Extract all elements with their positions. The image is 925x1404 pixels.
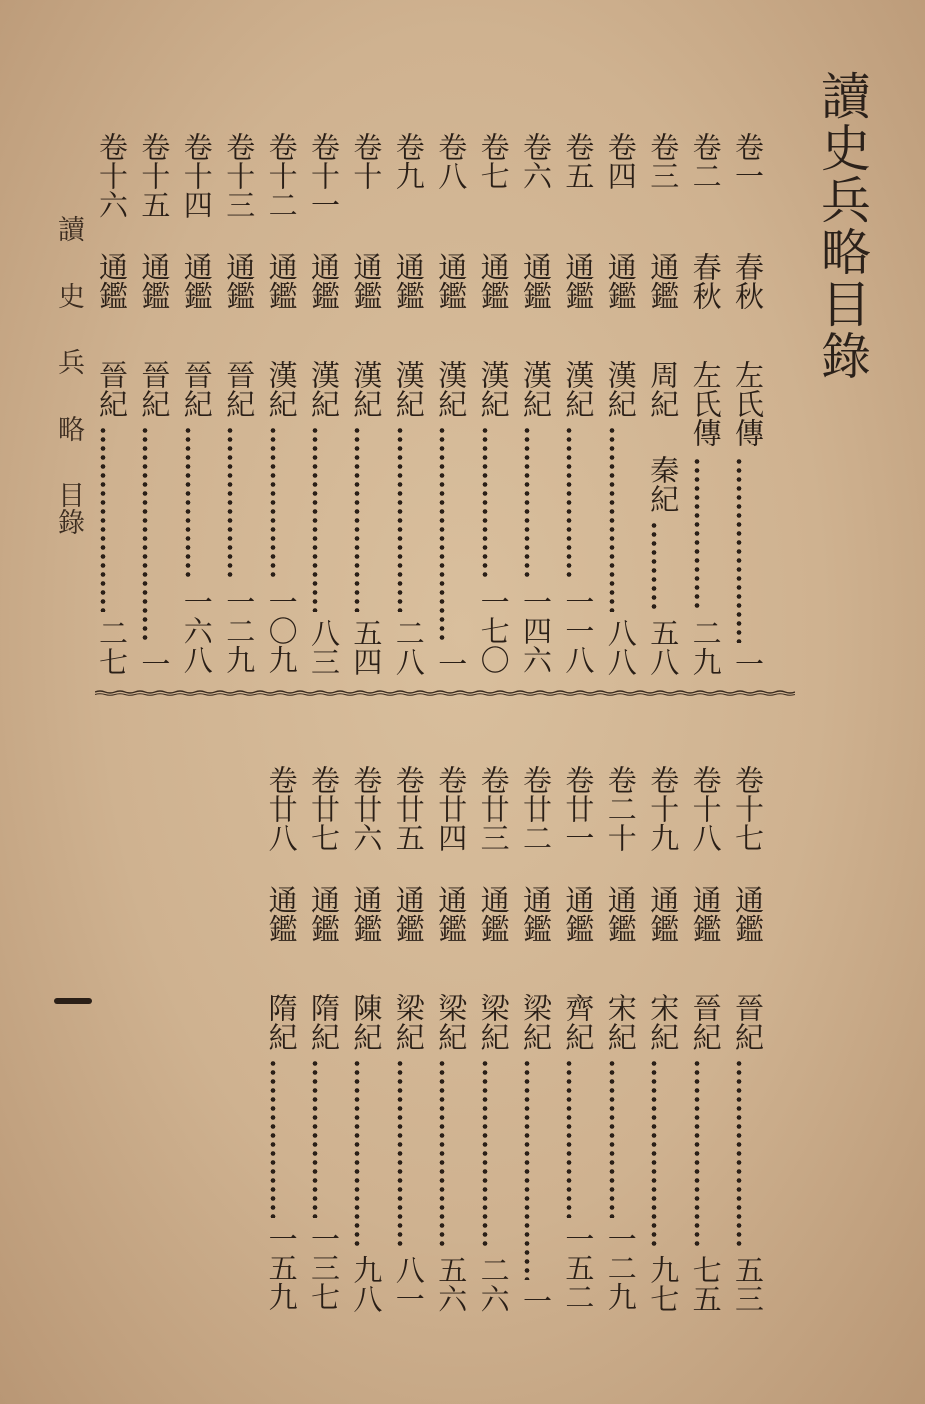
volume-label: 卷八 [434,132,469,190]
toc-entry [338,765,384,1317]
page-number: 一 [434,649,469,678]
section-label: 漢紀 [391,360,426,418]
page-number: 五六 [434,1255,469,1313]
section-label: 晉紀 [137,360,172,418]
volume-label: 卷九 [391,132,426,190]
section-label: 漢紀 [349,360,384,418]
toc-entry [254,132,299,680]
source-label: 春秋 [688,252,723,310]
source-label: 通鑑 [137,252,172,310]
source-label: 通鑑 [561,885,596,943]
toc-entry [126,132,172,680]
toc-entry [550,132,596,680]
volume-label: 卷十六 [95,132,129,219]
section-label: 梁紀 [434,993,469,1051]
section-label: 周紀 [646,360,681,418]
page-number: 一五二 [561,1224,596,1311]
toc-entry [466,132,511,680]
toc-entry [720,132,765,680]
toc-entry [678,132,723,680]
toc-entry [550,765,596,1317]
source-label: 通鑑 [434,885,469,943]
source-label: 通鑑 [349,885,384,943]
volume-label: 卷廿三 [476,765,511,852]
section-label: 漢紀 [307,360,341,418]
dot-leader [312,1059,318,1218]
page-number: 五四 [349,618,384,676]
toc-entry [296,132,341,680]
page-number: 二七 [95,618,129,676]
page-number: 八三 [307,618,341,676]
volume-label: 卷十八 [688,765,723,852]
wavy-divider [95,690,795,696]
folio-number [54,998,92,1004]
dot-leader [142,426,148,643]
source-label: 通鑑 [179,252,214,310]
volume-label: 卷廿八 [264,765,299,852]
section-label: 齊紀 [561,993,596,1051]
source-label: 通鑑 [519,252,553,310]
toc-entry [381,132,426,680]
toc-entry [84,132,129,680]
dot-leader [439,1059,445,1249]
section-label: 晉紀 [95,360,129,418]
volume-label: 卷三 [646,132,681,190]
dot-leader [185,426,191,581]
dot-leader [524,426,530,581]
toc-entry [211,132,257,680]
page-number: 一 [137,649,172,678]
source-label: 通鑑 [646,252,681,310]
section-label-2: 秦紀 [646,455,681,513]
section-label: 漢紀 [476,360,511,418]
toc-entry [508,765,553,1317]
section-label: 左氏傳 [731,360,765,447]
section-label: 漢紀 [519,360,553,418]
dot-leader [270,1059,276,1218]
section-label: 陳紀 [349,993,384,1051]
section-label: 漢紀 [603,360,638,418]
page-number: 八一 [391,1255,426,1313]
dot-leader [524,1059,530,1280]
page-number: 一〇九 [264,587,299,674]
toc-entry [254,765,299,1317]
page-number: 八八 [603,618,638,676]
source-label: 通鑑 [519,885,553,943]
dot-leader [354,1059,360,1249]
page-number: 五八 [646,618,681,676]
source-label: 通鑑 [391,252,426,310]
dot-leader [270,426,276,581]
volume-label: 卷廿一 [561,765,596,852]
toc-entry [466,765,511,1317]
dot-leader [694,1059,700,1249]
dot-leader [100,426,106,612]
dot-leader [566,426,572,581]
section-label: 晉紀 [179,360,214,418]
source-label: 通鑑 [603,252,638,310]
dot-leader [651,1059,657,1249]
dot-leader [736,457,742,643]
dot-leader [694,457,700,612]
source-label: 通鑑 [264,885,299,943]
section-label: 漢紀 [561,360,596,418]
section-label: 漢紀 [434,360,469,418]
toc-entry [720,765,765,1317]
dot-leader [227,426,233,581]
section-label: 漢紀 [264,360,299,418]
dot-leader [312,426,318,612]
section-label: 宋紀 [646,993,681,1051]
toc-entry [678,765,723,1317]
margin-title-char: 略 [53,414,84,442]
volume-label: 卷廿二 [519,765,553,852]
section-label: 梁紀 [391,993,426,1051]
source-label: 通鑑 [561,252,596,310]
dot-leader [397,1059,403,1249]
source-label: 通鑑 [476,252,511,310]
source-label: 通鑑 [603,885,638,943]
source-label: 通鑑 [222,252,257,310]
source-label: 通鑑 [646,885,681,943]
volume-label: 卷十九 [646,765,681,852]
dot-leader [609,426,615,612]
volume-label: 卷一 [731,132,765,190]
source-label: 通鑑 [688,885,723,943]
dot-leader [566,1059,572,1218]
source-label: 通鑑 [731,885,765,943]
dot-leader [609,1059,615,1218]
toc-entry [508,132,553,680]
volume-label: 卷二十 [603,765,638,852]
toc-entry [381,765,426,1317]
page-number: 一五九 [264,1224,299,1311]
source-label: 春秋 [731,252,765,310]
section-label: 梁紀 [476,993,511,1051]
margin-title-char: 讀 [53,215,84,242]
page-number: 一四六 [519,587,553,674]
margin-title-char: 史 [53,281,84,309]
toc-entry [423,765,469,1317]
dot-leader [397,426,403,612]
section-label: 隋紀 [264,993,299,1051]
section-label: 宋紀 [603,993,638,1051]
page-number: 一 [519,1286,553,1315]
volume-label: 卷廿七 [307,765,341,852]
source-label: 通鑑 [391,885,426,943]
dot-leader [482,1059,488,1249]
toc-entry [635,132,681,680]
page-number: 一三七 [307,1224,341,1311]
section-label: 晉紀 [688,993,723,1051]
dot-leader [482,426,488,581]
page-number: 二八 [391,618,426,676]
section-label: 晉紀 [222,360,257,418]
source-label: 通鑑 [307,885,341,943]
page-number: 一七〇 [476,587,511,674]
section-label: 梁紀 [519,993,553,1051]
page-number: 一六八 [179,587,214,674]
page-number: 九八 [349,1255,384,1313]
toc-entry [593,132,638,680]
toc-entry [296,765,341,1317]
section-label: 隋紀 [307,993,341,1051]
page-number: 七五 [688,1255,723,1313]
section-label: 晉紀 [731,993,765,1051]
page-number: 一二九 [603,1224,638,1311]
dot-leader [736,1059,742,1249]
volume-label: 卷廿五 [391,765,426,852]
toc-entry [635,765,681,1317]
page-number: 二六 [476,1255,511,1313]
source-label: 通鑑 [349,252,384,310]
page-number: 一 [731,649,765,678]
toc-entry [338,132,384,680]
volume-label: 卷十三 [222,132,257,219]
volume-label: 卷五 [561,132,596,190]
dot-leader [439,426,445,643]
page-title: 讀史兵略目錄 [813,70,871,382]
volume-label: 卷十一 [307,132,341,219]
margin-title-char: 目錄 [53,481,84,535]
section-label: 左氏傳 [688,360,723,447]
volume-label: 卷十五 [137,132,172,219]
volume-label: 卷十二 [264,132,299,219]
margin-title-char: 兵 [53,348,84,375]
toc-entry [423,132,469,680]
page-number: 九七 [646,1255,681,1313]
margin-running-title [48,215,88,535]
toc-entry [593,765,638,1317]
volume-label: 卷四 [603,132,638,190]
page-number: 五三 [731,1255,765,1313]
page-number: 一二九 [222,587,257,674]
toc-entry [169,132,214,680]
source-label: 通鑑 [476,885,511,943]
volume-label: 卷二 [688,132,723,190]
volume-label: 卷廿六 [349,765,384,852]
volume-label: 卷廿四 [434,765,469,852]
volume-label: 卷十 [349,132,384,190]
source-label: 通鑑 [264,252,299,310]
volume-label: 卷六 [519,132,553,190]
source-label: 通鑑 [434,252,469,310]
volume-label: 卷十七 [731,765,765,852]
volume-label: 卷七 [476,132,511,190]
volume-label: 卷十四 [179,132,214,219]
source-label: 通鑑 [307,252,341,310]
dot-leader [354,426,360,612]
page-number: 二九 [688,618,723,676]
dot-leader [651,521,657,612]
source-label: 通鑑 [95,252,129,310]
page-number: 一一八 [561,587,596,674]
